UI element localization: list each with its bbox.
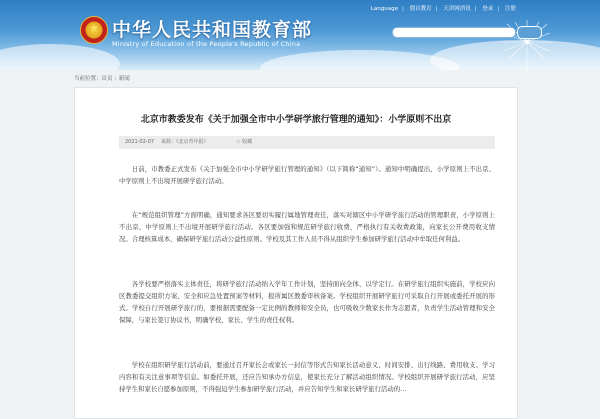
site-header [0,0,600,70]
search-button[interactable] [517,26,542,39]
favorite-button[interactable]: ☆ 收藏 [236,139,253,145]
nav-link-1[interactable]: 僵首教育 [409,6,432,12]
breadcrumb: 当前位置：首页 › 新闻 [74,76,130,82]
national-emblem-icon[interactable] [80,16,108,44]
article-source: 来源：《北京青年报》 [161,139,209,145]
language-link[interactable]: Language [370,6,398,12]
register-link[interactable]: 注册 [504,6,516,12]
article-card [74,87,518,419]
breadcrumb-label: 当前位置： [74,76,102,82]
breadcrumb-home[interactable]: 首页 [101,76,113,82]
article-paragraph-2: 在“规范组织管理”方面明确，通知要求各区要切实履行属地管理责任，落实对辖区中小学研学旅行活动的管理职责，小学原则上不出京、中学原则上不出境开展研学旅行活动。各区要加强和规范研学旅行收费，严格执行有关收费政策，向家长公开费用收支情况。合理核算成本，确保研学旅行活动公益性原则。学校及其工作人员不得从组织学生参加研学旅行活动中牟取任何利益。 [119,211,495,243]
nav-link-2[interactable]: 天津网消讯 [443,6,471,12]
breadcrumb-current[interactable]: 新闻 [118,76,130,82]
article-title: 北京市教委发布《关于加强全市中小学研学旅行管理的通知》：小学原则不出京 [140,115,452,125]
top-nav: Language | 僵首教育 | 天津网消讯 | 登录 | 注册 [370,6,516,12]
dandelion-illustration [482,14,572,70]
site-title[interactable]: 中华人民共和国教育部 [112,19,313,41]
login-link[interactable]: 登录 [482,6,494,12]
article-paragraph-3: 各学校要严格落实主体责任，将研学旅行活动纳入学年工作计划，坚持面向全体、以学定行。在研学旅行组织实施前，学校应向区教委提交组织方案、安全和应急处置预案等材料，报所属区教委审核备案。学校组织开展研学旅行可采取自行开展或委托开展的形式。学校自行开展研学旅行的，要根据需要配备一定比例的教师和安全员，也可吸收少数家长作为志愿者，负责学生活动管理和安全保障，与家长签订协议书，明确学校、家长、学生的责任权利。 [119,280,495,324]
article-meta [119,136,495,149]
site-subtitle: Ministry of Education of the People's Republic of China [112,40,301,48]
article-paragraph-4: 学校在组织研学旅行活动前，要通过召开家长会或家长一封信等形式告知家长活动意义、时间安排、出行线路、费用收支、学习内容和有关注意事项等信息。如委托开展，还应告知承办方信息，使家长充分了解活动组织情况。学校组织开展研学旅行活动，应坚持学生和家长自愿参加原则，不得强迫学生参加研学旅行活动，并应告知学生和家长研学旅行活动的... [119,361,495,393]
article-date: 2021-02-07 [125,139,155,145]
search-input[interactable] [392,27,516,38]
article-paragraph-1: 日前，市教委正式发布《关于加强全市中小学研学旅行管理的通知》（以下简称“通知”）。通知中明确提出，小学原则上不出京、中学原则上不出境开展研学旅行活动。 [119,165,495,185]
